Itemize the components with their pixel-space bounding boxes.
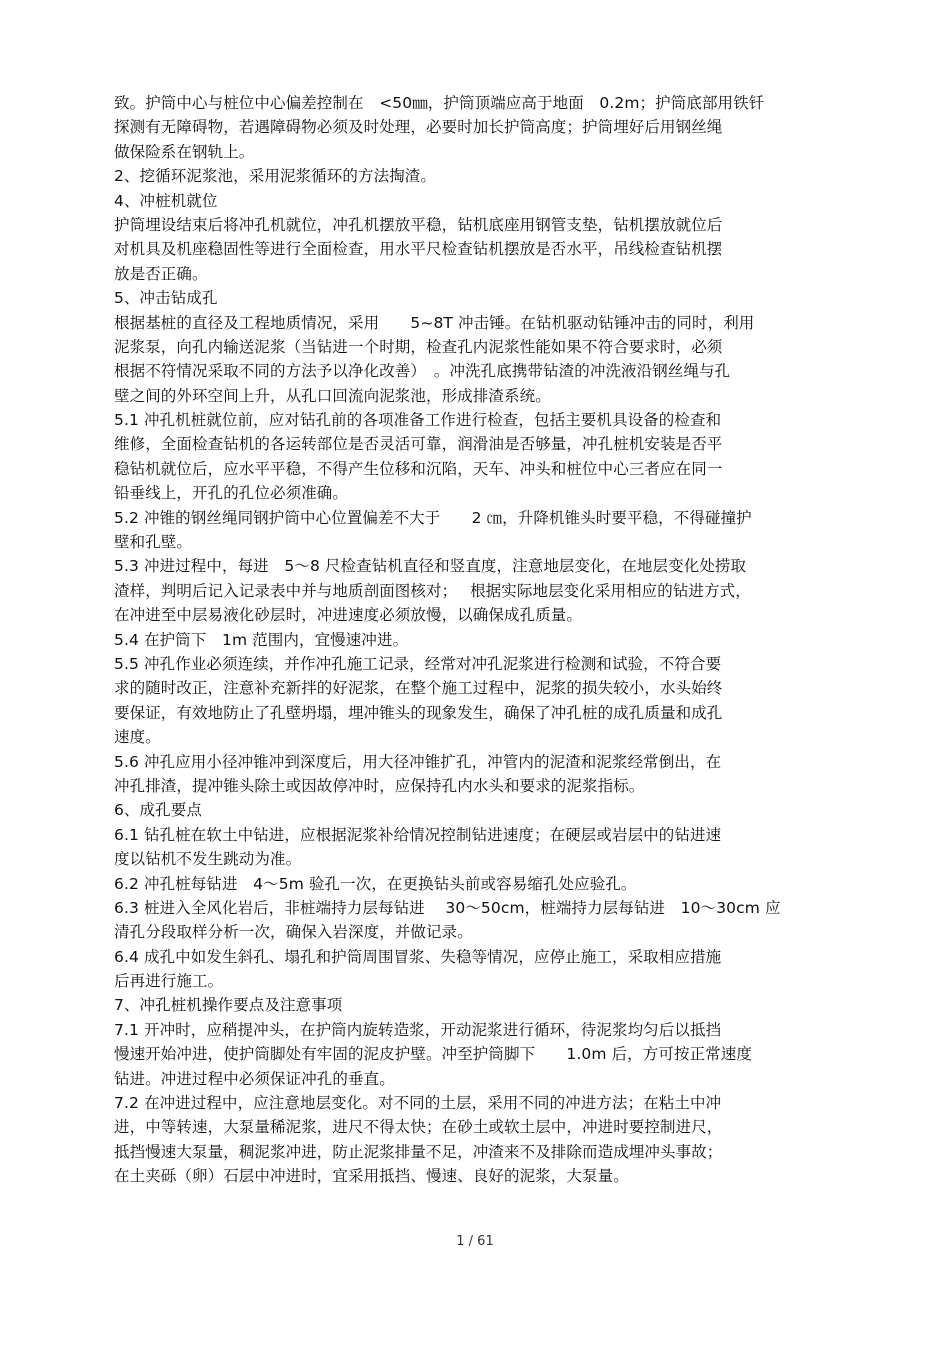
text-line: 壁之间的外环空间上升，从孔口回流向泥浆池，形成排渣系统。 [114, 386, 551, 405]
text-line: 在土夹砾（卵）石层中冲进时，宜采用抵挡、慢速、良好的泥浆，大泵量。 [114, 1167, 629, 1186]
text-line: 度以钻机不发生跳动为准。 [114, 850, 302, 869]
text-line: 维修，全面检查钻机的各运转部位是否灵活可靠，润滑油是否够量，冲孔桩机安装是否平 [114, 435, 723, 454]
text-line: 做保险系在钢轨上。 [114, 142, 255, 161]
text-line: 要保证，有效地防止了孔壁坍塌，埋冲锥头的现象发生，确保了冲孔桩的成孔质量和成孔 [114, 703, 723, 722]
text-line: 泥浆泵，向孔内输送泥浆（当钻进一个时期，检查孔内泥浆性能如果不符合要求时，必须 [114, 337, 723, 356]
text-line: 放是否正确。 [114, 264, 208, 283]
text-line: 5.2 冲锥的钢丝绳同钢护筒中心位置偏差不大于 2 ㎝，升降机锥头时要平稳，不得碰撞护 [114, 508, 752, 527]
text-line: 5、冲击钻成孔 [114, 289, 218, 308]
text-line: 速度。 [114, 728, 161, 747]
text-line: 7、冲孔桩机操作要点及注意事项 [114, 996, 343, 1015]
text-line: 根据基桩的直径及工程地质情况，采用 5~8T 冲击锤。在钻机驱动钻锤冲击的同时，利用 [114, 313, 755, 332]
document-body [114, 91, 874, 1189]
text-line: 渣样，判明后记入记录表中并与地质剖面图核对； 根据实际地层变化采用相应的钻进方式， [114, 581, 751, 600]
text-line: 6.3 桩进入全风化岩后，非桩端持力层每钻进 30～50cm，桩端持力层每钻进 10～30cm 应 [114, 898, 781, 917]
text-line: 5.6 冲孔应用小径冲锥冲到深度后，用大径冲锥扩孔，冲管内的泥渣和泥浆经常倒出，在 [114, 752, 722, 771]
text-line: 6.2 冲孔桩每钻进 4～5m 验孔一次，在更换钻头前或容易缩孔处应验孔。 [114, 874, 637, 893]
text-line: 抵挡慢速大泵量，稠泥浆冲进，防止泥浆排量不足，冲渣来不及排除而造成埋冲头事故； [114, 1142, 723, 1161]
text-line: 5.3 冲进过程中，每进 5～8 尺检查钻机直径和竖直度，注意地层变化，在地层变化处捞取 [114, 557, 747, 576]
page-number: 1 / 61 [456, 1234, 494, 1249]
text-line: 求的随时改正，注意补充新拌的好泥浆，在整个施工过程中，泥浆的损失较小，水头始终 [114, 679, 723, 698]
text-line: 5.5 冲孔作业必须连续，并作冲孔施工记录，经常对冲孔泥浆进行检测和试验，不符合要 [114, 654, 722, 673]
text-line: 6.1 钻孔桩在软土中钻进，应根据泥浆补给情况控制钻进速度；在硬层或岩层中的钻进速 [114, 825, 722, 844]
text-line: 稳钻机就位后，应水平平稳，不得产生位移和沉陷，天车、冲头和桩位中心三者应在同一 [114, 459, 723, 478]
text-line: 5.1 冲孔机桩就位前，应对钻孔前的各项准备工作进行检查，包括主要机具设备的检查和 [114, 411, 722, 430]
text-line: 护筒埋设结束后将冲孔机就位，冲孔机摆放平稳，钻机底座用钢管支垫，钻机摆放就位后 [114, 215, 723, 234]
text-line: 5.4 在护筒下 1m 范围内，宜慢速冲进。 [114, 630, 409, 649]
text-line: 清孔分段取样分析一次，确保入岩深度，并做记录。 [114, 923, 473, 942]
text-line: 7.2 在冲进过程中，应注意地层变化。对不同的土层，采用不同的冲进方法；在粘土中冲 [114, 1094, 722, 1113]
text-line: 4、冲桩机就位 [114, 191, 218, 210]
text-line: 6、成孔要点 [114, 801, 202, 820]
text-line: 后再进行施工。 [114, 972, 224, 991]
text-line: 6.4 成孔中如发生斜孔、塌孔和护筒周围冒浆、失稳等情况，应停止施工，采取相应措施 [114, 947, 722, 966]
text-line: 对机具及机座稳固性等进行全面检查，用水平尺检查钻机摆放是否水平，吊线检查钻机摆 [114, 240, 723, 259]
text-line: 2、挖循环泥浆池，采用泥浆循环的方法掏渣。 [114, 167, 436, 186]
text-line: 致。护筒中心与桩位中心偏差控制在 <50㎜，护筒顶端应高于地面 0.2m；护筒底部用铁钎 [114, 94, 765, 112]
text-line: 进，中等转速，大泵量稀泥浆，进尺不得太快；在砂土或软土层中，冲进时要控制进尺， [114, 1118, 723, 1137]
text-line: 钻进。冲进过程中必须保证冲孔的垂直。 [114, 1069, 395, 1088]
text-line: 7.1 开冲时，应稍提冲头，在护筒内旋转造浆，开动泥浆进行循环，待泥浆均匀后以抵挡 [114, 1020, 722, 1039]
text-line: 壁和孔壁。 [114, 533, 193, 552]
text-line: 探测有无障碍物，若遇障碍物必须及时处理，必要时加长护筒高度；护筒埋好后用钢丝绳 [114, 118, 723, 137]
text-line: 冲孔排渣，提冲锥头除土或因故停冲时，应保持孔内水头和要求的泥浆指标。 [114, 776, 645, 795]
text-line: 慢速开始冲进，使护筒脚处有牢固的泥皮护壁。冲至护筒脚下 1.0m 后，方可按正常速度 [114, 1045, 752, 1064]
text-line: 根据不符情况采取不同的方法予以净化改善） 。冲洗孔底携带钻渣的冲洗液沿钢丝绳与孔 [114, 362, 731, 381]
text-line: 在冲进至中层易液化砂层时，冲进速度必须放慢，以确保成孔质量。 [114, 606, 583, 625]
text-line: 铅垂线上，开孔的孔位必须准确。 [114, 484, 349, 503]
